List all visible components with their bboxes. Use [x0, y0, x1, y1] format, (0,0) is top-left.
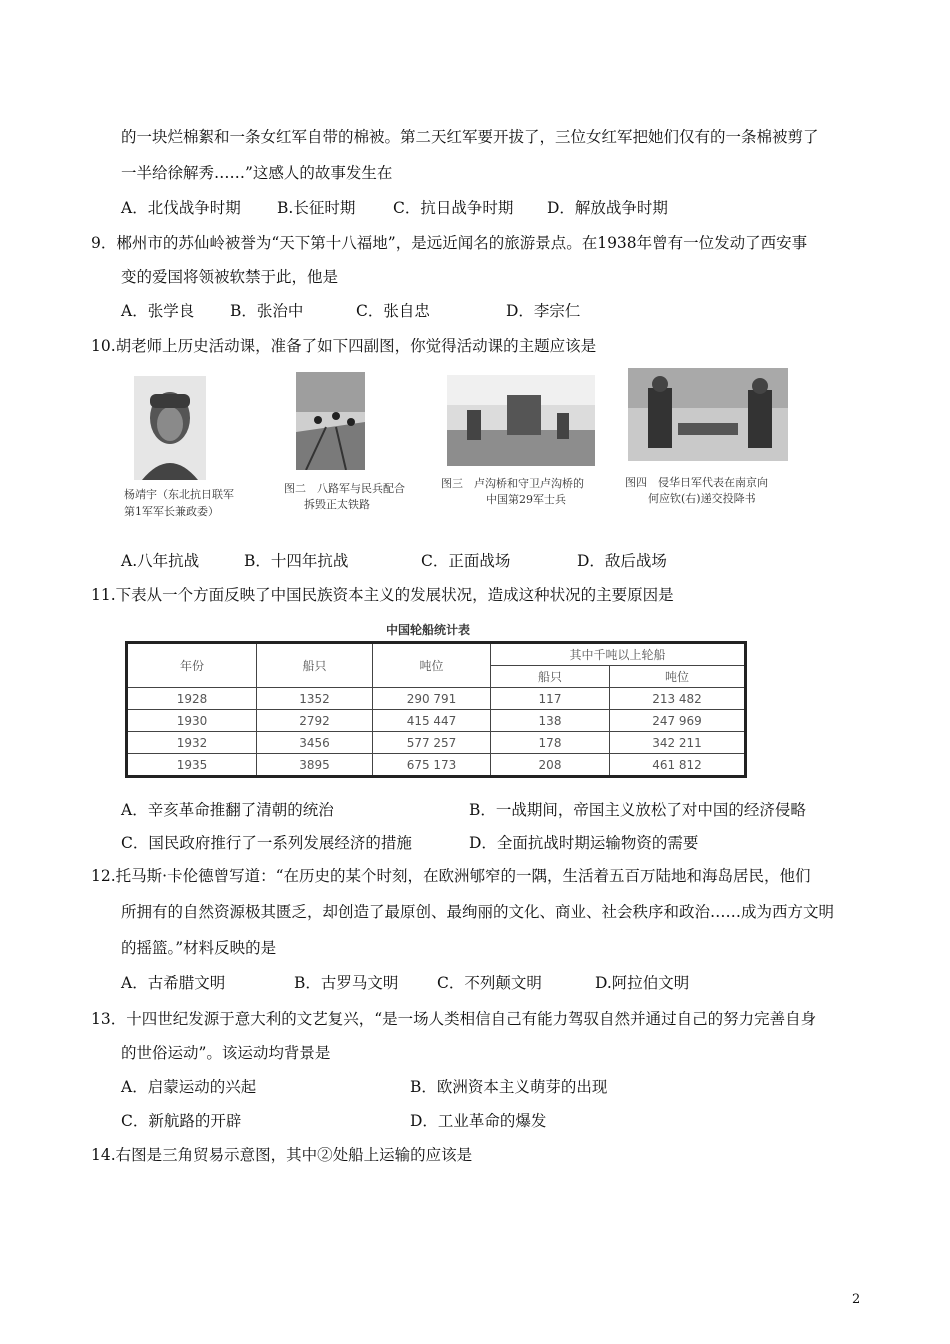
- figure-4-caption-line1: 图四 侵华日军代表在南京向: [625, 476, 768, 489]
- q9-option-a: A．张学良: [121, 302, 195, 320]
- table-cell: 1932: [127, 732, 257, 754]
- q13-option-a: A．启蒙运动的兴起: [121, 1078, 257, 1096]
- table-header-ships: 船只: [257, 643, 373, 688]
- ship-table-title: 中国轮船统计表: [386, 623, 471, 637]
- q13-text-line1: 13．十四世纪发源于意大利的文艺复兴，“是一场人类相信自己有能力驾驭自然并通过自己的努力完善自身: [91, 1010, 817, 1028]
- q9-option-b: B．张治中: [230, 302, 304, 320]
- figure-2-caption-line1: 图二 八路军与民兵配合: [284, 482, 405, 495]
- figure-2-caption-line2: 拆毁正太铁路: [304, 498, 370, 511]
- q13-option-b: B．欧洲资本主义萌芽的出现: [410, 1078, 608, 1096]
- q12-option-a: A．古希腊文明: [121, 974, 226, 992]
- table-cell: 461 812: [610, 754, 746, 777]
- table-cell: 247 969: [610, 710, 746, 732]
- table-cell: 117: [491, 688, 610, 710]
- q10-option-a: A.八年抗战: [121, 552, 200, 570]
- figure-4-surrender-image: [628, 368, 788, 461]
- q12-option-d: D.阿拉伯文明: [595, 974, 690, 992]
- table-subheader-ships: 船只: [491, 666, 610, 688]
- q8-option-c: C．抗日战争时期: [393, 199, 514, 217]
- q11-option-b: B．一战期间，帝国主义放松了对中国的经济侵略: [469, 801, 806, 819]
- table-row: [127, 688, 746, 710]
- table-row: [127, 710, 746, 732]
- table-cell: 3456: [257, 732, 373, 754]
- figure-3-caption-line2: 中国第29军士兵: [486, 493, 566, 506]
- q11-text: 11.下表从一个方面反映了中国民族资本主义的发展状况，造成这种状况的主要原因是: [91, 586, 674, 604]
- table-header-tonnage: 吨位: [373, 643, 491, 688]
- q12-option-c: C．不列颠文明: [437, 974, 542, 992]
- q11-option-a: A．辛亥革命推翻了清朝的统治: [121, 801, 334, 819]
- q9-text-line2: 变的爱国将领被软禁于此，他是: [121, 268, 339, 286]
- q12-text-line2: 所拥有的自然资源极其匮乏，却创造了最原创、最绚丽的文化、商业、社会秩序和政治……成为西方文明: [121, 903, 835, 921]
- ship-statistics-table: [125, 641, 747, 778]
- q11-option-d: D．全面抗战时期运输物资的需要: [469, 834, 699, 852]
- q11-option-c: C．国民政府推行了一系列发展经济的措施: [121, 834, 412, 852]
- table-cell: 178: [491, 732, 610, 754]
- table-cell: 2792: [257, 710, 373, 732]
- table-row: [127, 732, 746, 754]
- table-cell: 1928: [127, 688, 257, 710]
- page-number: 2: [852, 1292, 861, 1307]
- q13-text-line2: 的世俗运动”。该运动均背景是: [121, 1044, 331, 1062]
- q12-text-line3: 的摇篮。”材料反映的是: [121, 939, 277, 957]
- q13-option-d: D．工业革命的爆发: [410, 1112, 547, 1130]
- table-subheader-tonnage: 吨位: [610, 666, 746, 688]
- q8-text-line2: 一半给徐解秀……”这感人的故事发生在: [121, 164, 393, 182]
- q12-text-line1: 12.托马斯·卡伦德曾写道：“在历史的某个时刻，在欧洲郇窄的一隅，生活着五百万陆地和海岛居民，他们: [91, 867, 811, 885]
- table-cell: 3895: [257, 754, 373, 777]
- table-cell: 290 791: [373, 688, 491, 710]
- table-row: [127, 754, 746, 777]
- q10-option-b: B．十四年抗战: [244, 552, 349, 570]
- q9-text-line1: 9．郴州市的苏仙岭被誉为“天下第十八福地”，是远近闻名的旅游景点。在1938年曾有一位发动了西安事: [91, 234, 808, 252]
- table-header-year: 年份: [127, 643, 257, 688]
- table-cell: 208: [491, 754, 610, 777]
- table-cell: 213 482: [610, 688, 746, 710]
- figure-2-railway-image: [296, 372, 365, 470]
- table-cell: 577 257: [373, 732, 491, 754]
- table-cell: 675 173: [373, 754, 491, 777]
- q9-option-d: D．李宗仁: [506, 302, 581, 320]
- figure-3-caption-line1: 图三 卢沟桥和守卫卢沟桥的: [441, 477, 584, 490]
- q8-option-d: D．解放战争时期: [547, 199, 668, 217]
- q12-option-b: B．古罗马文明: [294, 974, 399, 992]
- table-header-large-ships: 其中千吨以上轮船: [491, 643, 746, 666]
- figure-1-caption-line2: 第1军军长兼政委）: [124, 505, 219, 518]
- q8-option-b: B.长征时期: [277, 199, 356, 217]
- table-cell: 1935: [127, 754, 257, 777]
- figure-3-bridge-soldiers-image: [447, 375, 595, 466]
- table-cell: 342 211: [610, 732, 746, 754]
- table-cell: 1352: [257, 688, 373, 710]
- figure-4-caption-line2: 何应钦(右)递交投降书: [648, 492, 756, 505]
- q9-option-c: C．张自忠: [356, 302, 430, 320]
- q14-text: 14.右图是三角贸易示意图，其中②处船上运输的应该是: [91, 1146, 473, 1164]
- q10-option-c: C．正面战场: [421, 552, 511, 570]
- table-header-row: [127, 643, 746, 666]
- figure-1-portrait-image: [134, 376, 206, 480]
- table-cell: 138: [491, 710, 610, 732]
- figure-1-caption-line1: 杨靖宇（东北抗日联军: [124, 488, 234, 501]
- q8-option-a: A．北伐战争时期: [121, 199, 241, 217]
- q8-text-line1: 的一块烂棉絮和一条女红军自带的棉被。第二天红军要开拔了，三位女红军把她们仅有的一条棉被剪了: [121, 128, 819, 146]
- table-cell: 1930: [127, 710, 257, 732]
- table-cell: 415 447: [373, 710, 491, 732]
- q10-text: 10.胡老师上历史活动课，准备了如下四副图，你觉得活动课的主题应该是: [91, 337, 597, 355]
- q13-option-c: C．新航路的开辟: [121, 1112, 242, 1130]
- q10-option-d: D．敌后战场: [577, 552, 667, 570]
